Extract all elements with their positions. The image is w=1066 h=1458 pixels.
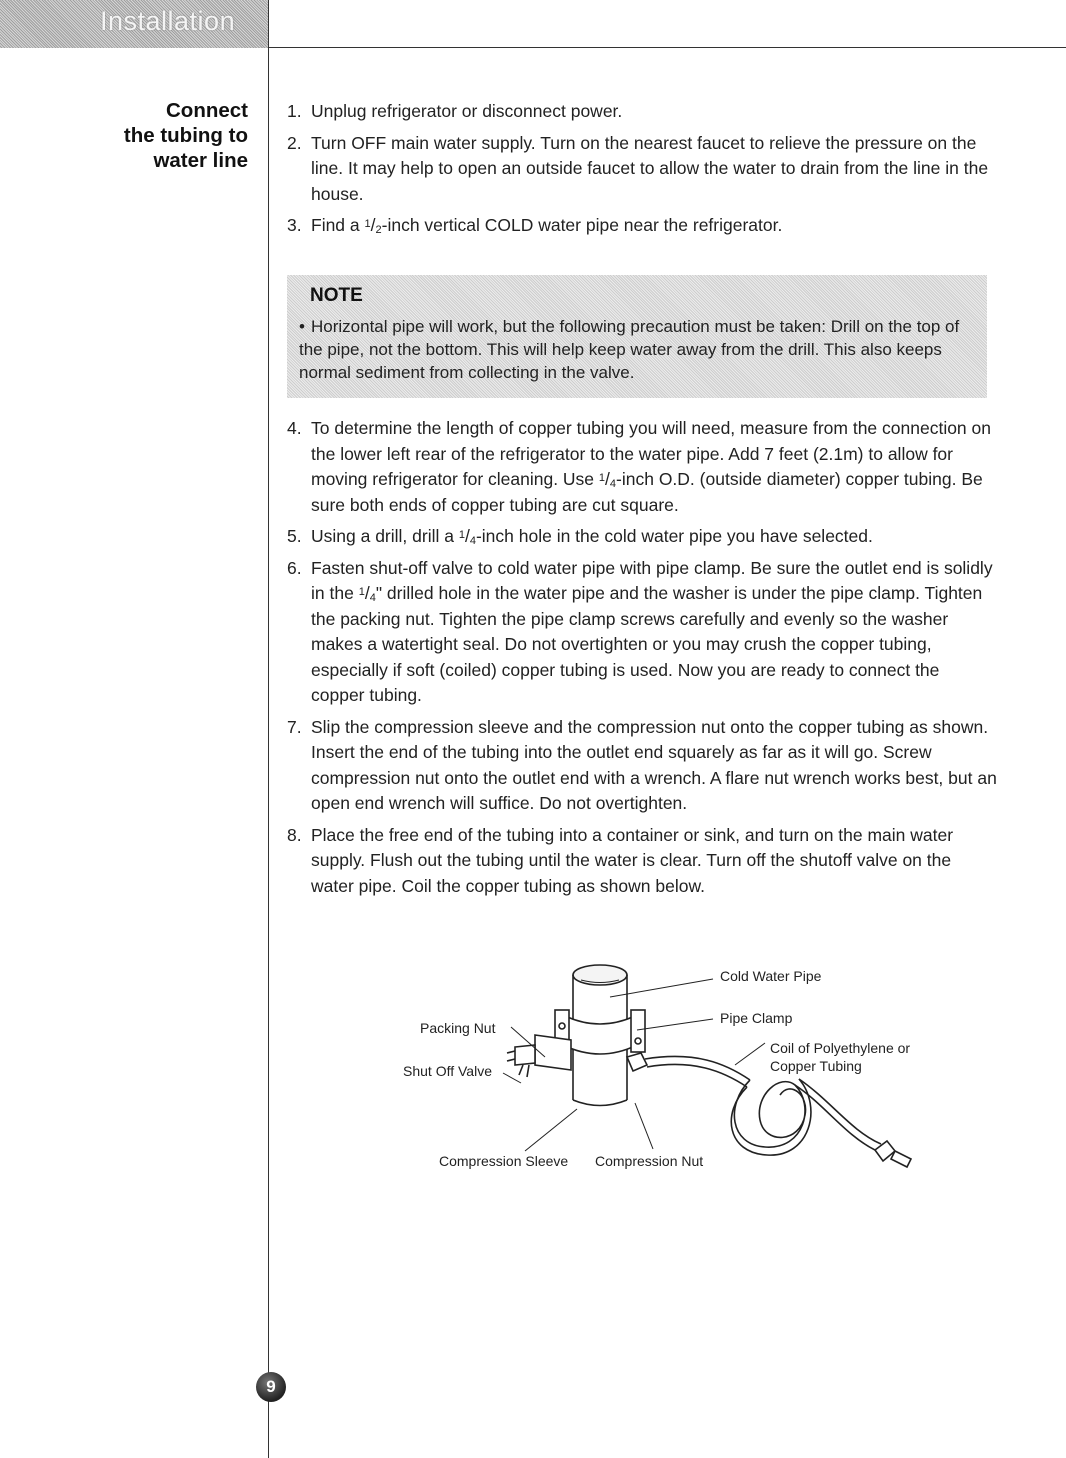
fraction-denominator: 4 xyxy=(369,592,376,604)
label-coil-line1: Coil of Polyethylene or xyxy=(770,1040,911,1056)
step-6: 6. Fasten shut-off valve to cold water pipe with pipe clamp. Be sure the outlet end is solidly in the $^1/_4$" drilled hole in the water pipe and the washer is under the pipe clamp. Tighten the packing nut. Tighten the pipe clamp screws carefully and evenly so the washer makes a watertight seal. Do not overtighten or you may crush the copper tubing, especially if soft (coiled) copper tubing is used. Now you are ready to connect the copper tubing. xyxy=(287,557,993,705)
note-box xyxy=(287,275,987,398)
label-pipe-clamp: Pipe Clamp xyxy=(720,1010,793,1026)
note-body: Horizontal pipe will work, but the following precaution must be taken: Drill on the top of the pipe, not the bottom. This will help keep water away from the drill. This also keeps normal sediment from collecting in the valve. xyxy=(299,317,960,382)
step-4: 4. To determine the length of copper tubing you will need, measure from the connection on the lower left rear of the refrigerator to the water pipe. Add 7 feet (2.1m) to allow for moving refrigerator for cleaning. Use $^1/_4$-inch O.D. (outside diameter) copper tubing. Be sure both ends of copper tubing are cut square. xyxy=(287,418,991,515)
fraction-numerator: 1 xyxy=(358,586,365,598)
leader-coil xyxy=(735,1043,765,1065)
step-number: 1. xyxy=(287,101,302,121)
step-text-pre: To determine the length of copper tubing you will need, measure from the connection on the lower left rear of the refrigerator to the water pipe. Add 7 feet (2.1m) to allow for moving refrigerator for cleaning. Use xyxy=(311,418,991,489)
step-text-post: -inch hole in the cold water pipe you have selected. xyxy=(475,526,873,546)
note-bullet: • xyxy=(299,317,305,336)
fraction-numerator: 1 xyxy=(598,472,606,484)
pipe-clamp-shape xyxy=(563,1015,637,1054)
label-packing-nut: Packing Nut xyxy=(420,1020,496,1036)
step-number: 6. xyxy=(287,557,302,578)
side-heading-line: Connect xyxy=(166,99,248,122)
step-8 xyxy=(287,823,997,900)
label-compression-nut: Compression Nut xyxy=(595,1153,704,1169)
leader-compression-nut xyxy=(635,1103,653,1149)
fraction-denominator: 4 xyxy=(469,535,476,547)
margin-divider xyxy=(268,0,269,1458)
header-rule xyxy=(268,47,1066,48)
section-header-tab xyxy=(0,0,268,48)
fraction-denominator: 4 xyxy=(609,478,617,490)
steps-list-bottom xyxy=(287,416,997,905)
water-line-diagram xyxy=(395,955,955,1185)
note-text xyxy=(299,315,977,384)
step-5: 5. Using a drill, drill a $^1/_4$-inch hole in the cold water pipe you have selected. xyxy=(287,524,997,550)
step-text-pre: Using a drill, drill a xyxy=(311,526,459,546)
step-text-pre: Fasten shut-off valve to cold water pipe with pipe clamp. Be sure the outlet end is solidly in the xyxy=(311,557,993,603)
side-heading-line: the tubing to xyxy=(123,124,248,147)
step-text: Slip the compression sleeve and the compression nut onto the copper tubing as shown. Insert the end of the tubing into the outlet end squarely as far as it will go. Screw compression nut onto the outlet end with a wrench. A flare nut wrench works best, but an open end wrench will suffice. Do not overtighten. xyxy=(311,716,997,813)
step-number: 3. xyxy=(287,215,302,235)
note-title: NOTE xyxy=(310,285,363,306)
label-compression-sleeve: Compression Sleeve xyxy=(439,1153,569,1169)
step-text-post: -inch O.D. (outside diameter) copper tubing. Be sure both ends of copper tubing are cut square. xyxy=(311,469,983,515)
step-7 xyxy=(287,715,997,817)
step-number: 5. xyxy=(287,526,302,546)
page-number: 9 xyxy=(256,1372,286,1402)
step-number: 4. xyxy=(287,418,302,438)
label-shut-off-valve: Shut Off Valve xyxy=(403,1063,492,1079)
step-text: Unplug refrigerator or disconnect power. xyxy=(311,101,623,121)
fraction-denominator: 2 xyxy=(375,224,382,236)
leader-pipe-clamp xyxy=(637,1019,713,1030)
step-text-pre: Find a xyxy=(311,215,365,235)
label-coil-line2: Copper Tubing xyxy=(770,1058,862,1074)
step-1 xyxy=(287,99,997,125)
step-2 xyxy=(287,131,997,208)
step-text-post: -inch vertical COLD water pipe near the refrigerator. xyxy=(381,215,783,235)
step-number: 8. xyxy=(287,824,302,845)
leader-shut-off-valve xyxy=(503,1073,521,1083)
steps-list-top xyxy=(287,99,997,245)
step-number: 7. xyxy=(287,716,302,737)
leader-cold-water-pipe xyxy=(610,979,713,997)
step-text-post: " drilled hole in the water pipe and the washer is under the pipe clamp. Tighten the packing nut. Tighten the pipe clamp screws carefully and evenly so the washer makes a watertight seal. Do not overtighten or you may crush the copper tubing, especially if soft (coiled) copper tubing is used. Now you are ready to connect the copper tubing. xyxy=(311,583,983,705)
section-title: Installation xyxy=(100,6,236,36)
step-number: 2. xyxy=(287,132,302,153)
side-heading-line: water line xyxy=(153,149,248,172)
fraction-numerator: 1 xyxy=(458,529,465,541)
label-cold-water-pipe: Cold Water Pipe xyxy=(720,968,822,984)
step-text: Turn OFF main water supply. Turn on the nearest faucet to relieve the pressure on the line. It may help to open an outside faucet to allow the water to drain from the line in the house. xyxy=(311,132,989,204)
copper-tubing xyxy=(645,1056,750,1087)
leader-compression-sleeve xyxy=(525,1109,577,1151)
step-3: 3. Find a $^1/_2$-inch vertical COLD water pipe near the refrigerator. xyxy=(287,213,997,239)
side-heading xyxy=(124,98,248,173)
fraction-numerator: 1 xyxy=(364,218,371,230)
step-text: Place the free end of the tubing into a container or sink, and turn on the main water supply. Flush out the tubing until the water is clear. Turn off the shutoff valve on the water pipe. Coil the copper tubing as shown below. xyxy=(311,824,954,896)
